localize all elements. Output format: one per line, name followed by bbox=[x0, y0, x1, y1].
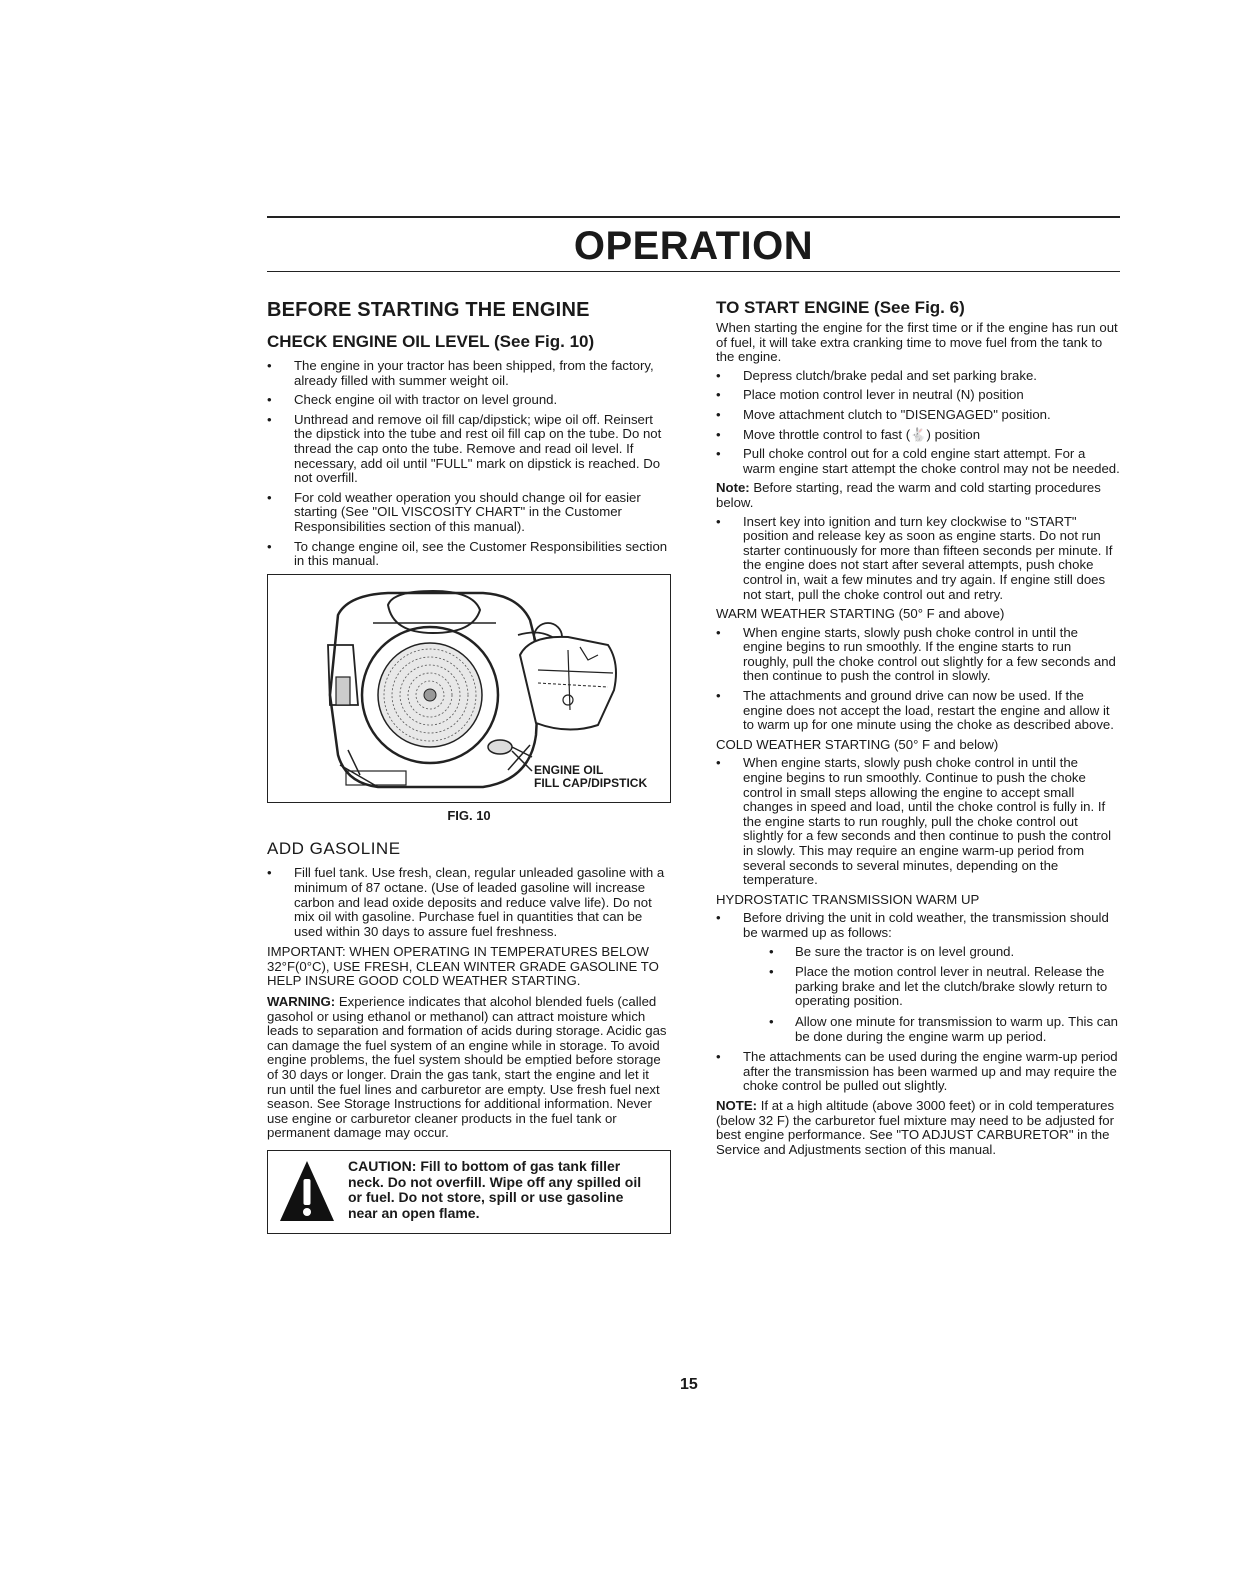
list-item: • The attachments can be used during the engine warm-up period after the transmission has been warmed up and may require the choke control be pulled out slightly. bbox=[716, 1050, 1120, 1094]
heading-warm-weather: WARM WEATHER STARTING (50° F and above) bbox=[716, 606, 1005, 622]
heading-cold-weather: COLD WEATHER STARTING (50° F and below) bbox=[716, 736, 999, 752]
list-item bbox=[716, 911, 1120, 1044]
list-item: • Be sure the tractor is on level ground. bbox=[769, 945, 1120, 960]
warning-text: Experience indicates that alcohol blended fuels (called gasohol or using ethanol or methanol) can attract moisture which leads to separation and formation of acids during storage. Acidic gas can damage the fuel system of an engine while in storage. To avoid engine problems, the fuel system should be emptied before storage of 30 days or longer. Drain the gas tank, start the engine and let it run until the fuel lines and carburetor are empty. Use fresh fuel next season. See Storage Instructions for additional information. Never use engine or carburetor cleaner products in the fuel tank or permanent damage may occur. bbox=[267, 994, 667, 1141]
list-item: • Check engine oil with tractor on level ground. bbox=[267, 393, 671, 408]
oil-bullet-list bbox=[267, 359, 671, 569]
note-text: Before starting, read the warm and cold starting procedures below. bbox=[716, 480, 1101, 510]
list-item: • Place the motion control lever in neutral. Release the parking brake and let the clutch/brake slowly return to operating position. bbox=[769, 965, 1120, 1009]
caution-text: CAUTION: Fill to bottom of gas tank filler neck. Do not overfill. Wipe off any spilled oil or fuel. Do not store, spill or use gasoline near an open flame. bbox=[348, 1158, 642, 1221]
start-intro: When starting the engine for the first time or if the engine has run out of fuel, it will take extra cranking time to move fuel from the tank to the engine. bbox=[716, 320, 1118, 365]
heading-add-gasoline: ADD GASOLINE bbox=[267, 839, 401, 859]
section-title-before-starting: BEFORE STARTING THE ENGINE bbox=[267, 299, 590, 321]
altitude-note bbox=[716, 1099, 1120, 1157]
hydro-sub-list bbox=[743, 945, 1120, 1045]
list-item: • Allow one minute for transmission to warm up. This can be done during the engine warm up period. bbox=[769, 1015, 1120, 1044]
list-item-text: Before driving the unit in cold weather, the transmission should be warmed up as follows: bbox=[743, 910, 1109, 940]
list-item: • For cold weather operation you should change oil for easier starting (See "OIL VISCOSITY CHART" in the Customer Responsibilities section of this manual). bbox=[267, 491, 671, 535]
key-bullet-list bbox=[716, 515, 1120, 603]
warm-bullet-list bbox=[716, 626, 1120, 733]
list-item: • Insert key into ignition and turn key clockwise to "START" position and release key as soon as engine starts. Do not run starter continuously for more than fifteen seconds per minute. If the engine does not start after several attempts, push choke control in, wait a few minutes and try again. If engine still does not start, pull the choke control out and retry. bbox=[716, 515, 1120, 603]
list-item: • When engine starts, slowly push choke control in until the engine begins to run smoothly. If the engine starts to run roughly, pull the choke control out slightly for a few seconds and then continue to push the control in slowly. bbox=[716, 626, 1120, 684]
callout-line: FILL CAP/DIPSTICK bbox=[534, 775, 648, 790]
engine-figure bbox=[267, 574, 671, 803]
callout-line: ENGINE OIL bbox=[534, 762, 604, 777]
heading-hydrostatic: HYDROSTATIC TRANSMISSION WARM UP bbox=[716, 891, 980, 907]
gasoline-bullet-list bbox=[267, 866, 671, 939]
heading-check-oil: CHECK ENGINE OIL LEVEL (See Fig. 10) bbox=[267, 332, 595, 351]
start-note bbox=[716, 481, 1120, 510]
list-item: • Move throttle control to fast (🐇) position bbox=[716, 428, 1120, 443]
list-item: • Fill fuel tank. Use fresh, clean, regular unleaded gasoline with a minimum of 87 octane. (Use of leaded gasoline will increase carbon and lead oxide deposits and reduce valve life). Do not mix oil with gasoline. Purchase fuel in quantities that can be used within 30 days to assure fuel freshness. bbox=[267, 866, 671, 939]
list-item: • The attachments and ground drive can now be used. If the engine does not accept the load, restart the engine and allow it to warm up for one minute using the choke as described above. bbox=[716, 689, 1120, 733]
warning-triangle-icon bbox=[278, 1159, 336, 1223]
list-item: • Place motion control lever in neutral (N) position bbox=[716, 388, 1120, 403]
list-item: • When engine starts, slowly push choke control in until the engine begins to run smoothly. Continue to push the choke control in small steps allowing the engine to accept small changes in speed and load, until the choke control is fully in. If the engine starts to run roughly, pull the choke control out slightly for a few seconds and then continue to push the control in slowly. This may require an engine warm-up period from several seconds to several minutes, depending on the temperature. bbox=[716, 756, 1120, 887]
list-item: • Move attachment clutch to "DISENGAGED" position. bbox=[716, 408, 1120, 423]
list-item: • Unthread and remove oil fill cap/dipstick; wipe oil off. Reinsert the dipstick into the tube and rest oil fill cap on the tube. Do not thread the cap onto the tube. Remove and read oil level. If necessary, add oil until "FULL" mark on dipstick is reached. Do not overfill. bbox=[267, 413, 671, 486]
note-text: If at a high altitude (above 3000 feet) or in cold temperatures (below 32 F) the carburetor fuel mixture may need to be adjusted for best engine performance. See "TO ADJUST CARBURETOR" in the Service and Adjustments section of this manual. bbox=[716, 1097, 1115, 1157]
page-number: 15 bbox=[680, 1376, 698, 1393]
start-bullet-list bbox=[716, 369, 1120, 477]
right-column bbox=[716, 298, 1120, 1161]
caution-box bbox=[267, 1150, 671, 1234]
cold-bullet-list bbox=[716, 756, 1120, 887]
header-rule-bottom bbox=[267, 271, 1120, 272]
list-item: • To change engine oil, see the Customer Responsibilities section in this manual. bbox=[267, 540, 671, 569]
left-column bbox=[267, 298, 671, 1234]
list-item: • The engine in your tractor has been shipped, from the factory, already filled with summer weight oil. bbox=[267, 359, 671, 388]
list-item: • Depress clutch/brake pedal and set parking brake. bbox=[716, 369, 1120, 384]
heading-start-engine: TO START ENGINE (See Fig. 6) bbox=[716, 298, 965, 317]
figure-callout bbox=[534, 764, 647, 790]
list-item: • Pull choke control out for a cold engine start attempt. For a warm engine start attempt the choke control may not be needed. bbox=[716, 447, 1120, 476]
header-rule-top bbox=[267, 216, 1120, 218]
hydro-bullet-list bbox=[716, 911, 1120, 1094]
warning-label: WARNING: bbox=[267, 994, 336, 1010]
figure-caption: FIG. 10 bbox=[447, 807, 491, 823]
important-note: IMPORTANT: WHEN OPERATING IN TEMPERATURES BELOW 32°F(0°C), USE FRESH, CLEAN WINTER GRADE GASOLINE TO HELP INSURE GOOD COLD WEATHER STARTING. bbox=[267, 944, 659, 989]
warning-paragraph bbox=[267, 995, 671, 1141]
page-title: OPERATION bbox=[573, 224, 814, 268]
note-label: NOTE: bbox=[716, 1097, 758, 1113]
note-label: Note: bbox=[716, 480, 750, 496]
